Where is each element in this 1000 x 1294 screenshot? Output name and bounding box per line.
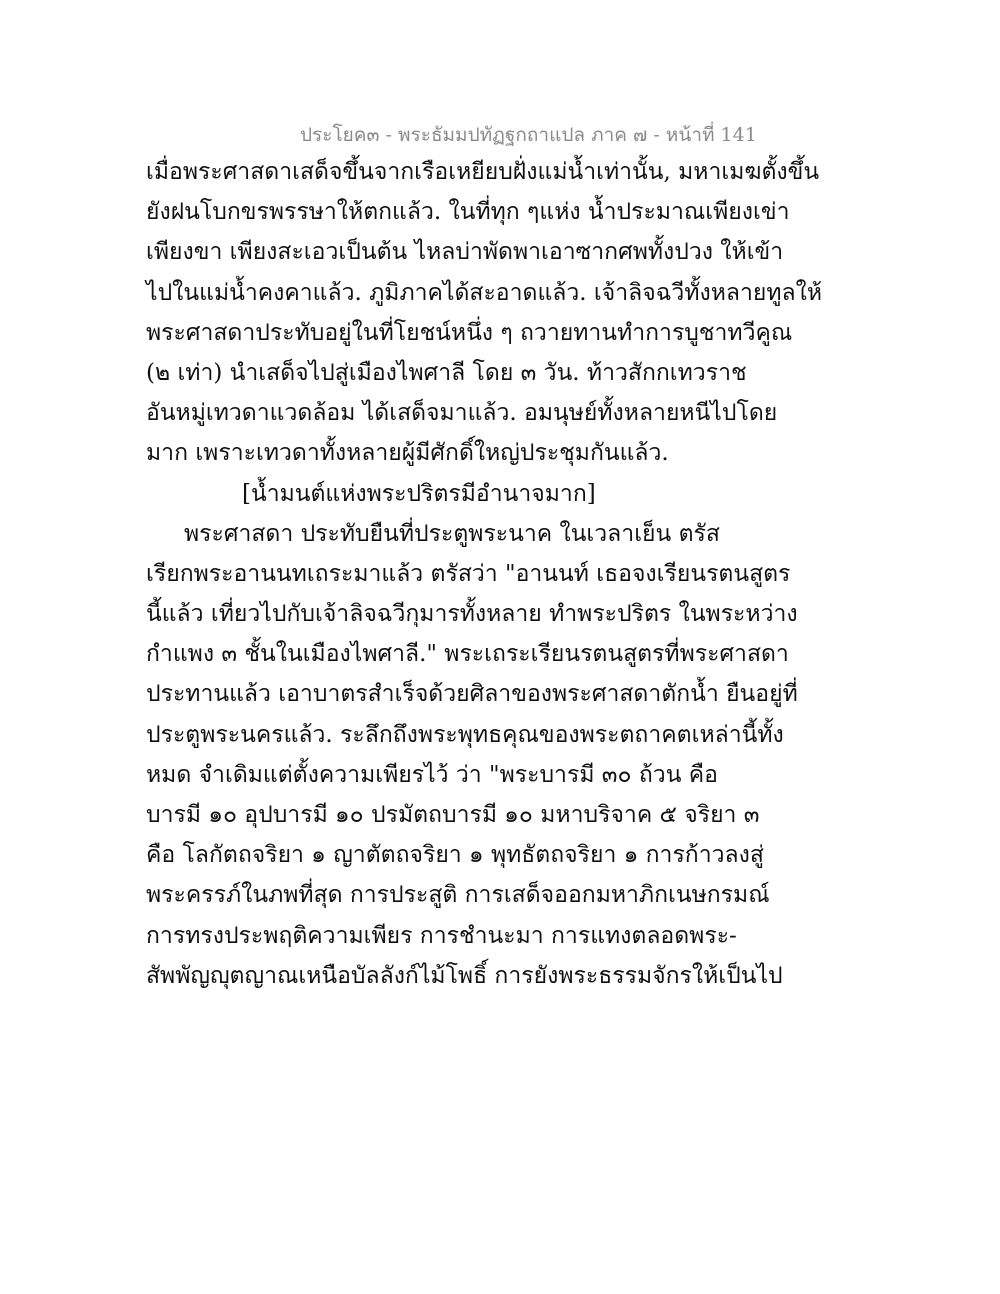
text-line: มาก เพราะเทวดาทั้งหลายผู้มีศักดิ์ใหญ่ประชุมกันแล้ว. (146, 440, 669, 467)
text-line: เรียกพระอานนทเถระมาแล้ว ตรัสว่า "อานนท์ เธอจงเรียนรตนสูตร (146, 560, 791, 587)
text-line: ประตูพระนครแล้ว. ระลึกถึงพระพุทธคุณของพระตถาคตเหล่านี้ทั้ง (146, 721, 784, 748)
text-line: ประทานแล้ว เอาบาตรสำเร็จด้วยศิลาของพระศาสดาตักน้ำ ยืนอยู่ที่ (146, 681, 798, 708)
text-line: ยังฝนโบกขรพรรษาให้ตกแล้ว. ในที่ทุก ๆแห่ง น้ำประมาณเพียงเข่า (146, 199, 790, 226)
text-line: (๒ เท่า) นำเสด็จไปสู่เมืองไพศาลี โดย ๓ วัน. ท้าวสักกเทวราช (146, 359, 747, 386)
running-header: ประโยค๓ - พระธัมมปทัฏฐกถาแปล ภาค ๗ - หน้าที่ 141 (300, 124, 757, 146)
body-text (146, 152, 823, 996)
section-heading: [น้ำมนต์แห่งพระปริตรมีอำนาจมาก] (242, 480, 596, 507)
text-line: นี้แล้ว เที่ยวไปกับเจ้าลิจฉวีกุมารทั้งหลาย ทำพระปริตร ในพระหว่าง (146, 601, 798, 628)
text-line: การทรงประพฤติความเพียร การชำนะมา การแทงตลอดพระ- (146, 922, 737, 949)
text-line: พระศาสดาประทับอยู่ในที่โยชน์หนึ่ง ๆ ถวายทานทำการบูชาทวีคูณ (146, 319, 793, 346)
text-line: สัพพัญญุตญาณเหนือบัลลังก์ไม้โพธิ์ การยังพระธรรมจักรให้เป็นไป (146, 962, 783, 989)
paragraph-first-line: พระศาสดา ประทับยืนที่ประตูพระนาค ในเวลาเย็น ตรัส (184, 520, 720, 547)
text-line: กำแพง ๓ ชั้นในเมืองไพศาลี." พระเถระเรียนรตนสูตรที่พระศาสดา (146, 641, 789, 668)
text-line: หมด จำเดิมแต่ตั้งความเพียรไว้ ว่า "พระบารมี ๓๐ ถ้วน คือ (146, 761, 718, 788)
text-line: บารมี ๑๐ อุปบารมี ๑๐ ปรมัตถบารมี ๑๐ มหาบริจาค ๕ จริยา ๓ (146, 802, 760, 828)
text-line: คือ โลกัตถจริยา ๑ ญาตัตถจริยา ๑ พุทธัตถจริยา ๑ การก้าวลงสู่ (146, 842, 764, 869)
text-line: อันหมู่เทวดาแวดล้อม ได้เสด็จมาแล้ว. อมนุษย์ทั้งหลายหนีไปโดย (146, 400, 778, 427)
text-line: พระครรภ์ในภพที่สุด การประสูติ การเสด็จออกมหาภิกเนษกรมณ์ (146, 882, 770, 909)
text-line: ไปในแม่น้ำคงคาแล้ว. ภูมิภาคได้สะอาดแล้ว. เจ้าลิจฉวีทั้งหลายทูลให้ (146, 279, 823, 306)
text-line: เพียงขา เพียงสะเอวเป็นต้น ไหลบ่าพัดพาเอาซากศพทั้งปวง ให้เข้า (146, 239, 784, 266)
text-line: เมื่อพระศาสดาเสด็จขึ้นจากเรือเหยียบฝั่งแม่น้ำเท่านั้น, มหาเมฆตั้งขึ้น (146, 159, 820, 185)
